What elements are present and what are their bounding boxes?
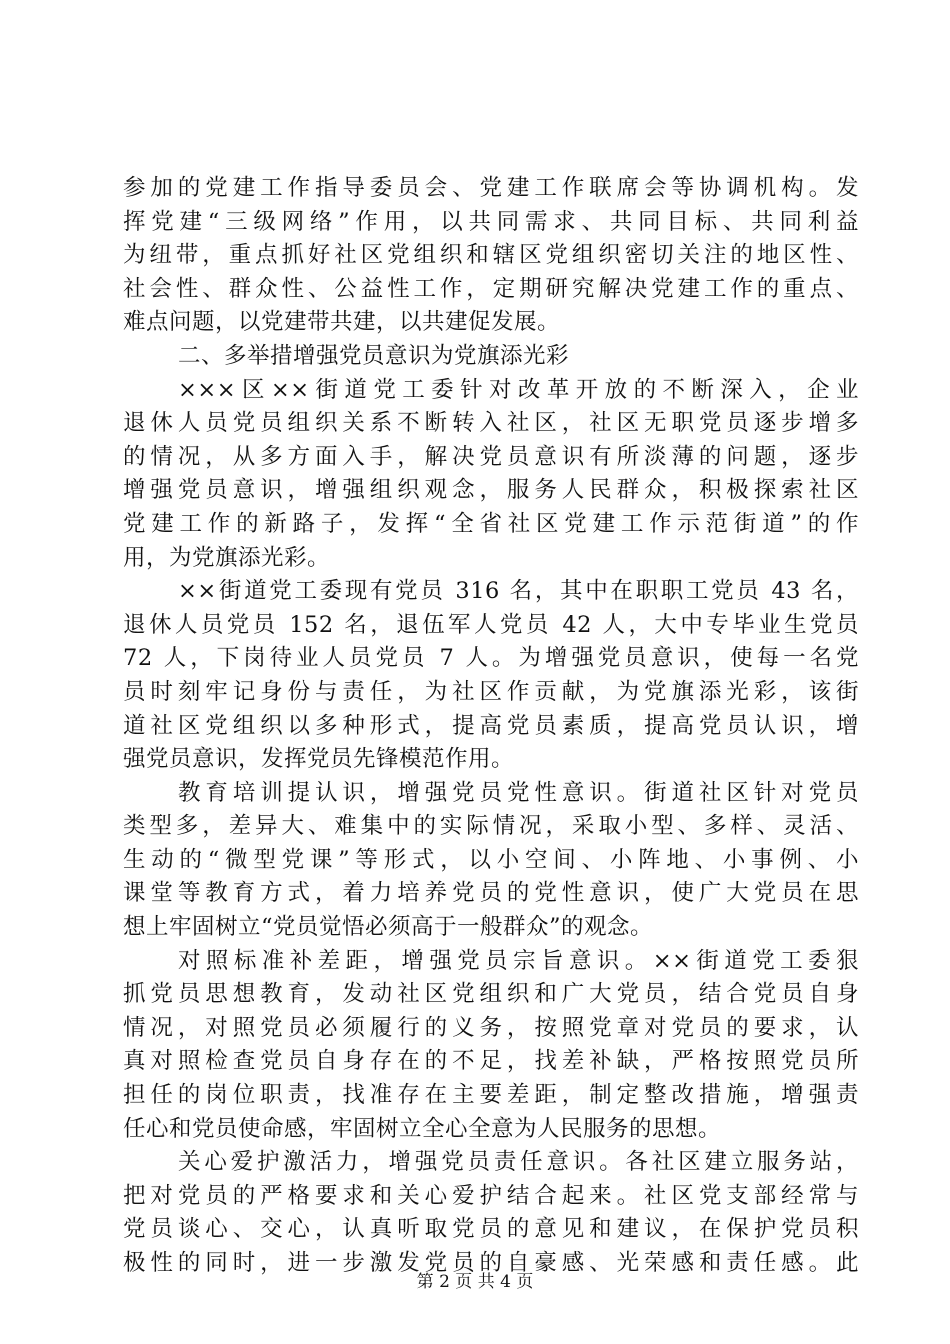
text-line: 退休人员党员组织关系不断转入社区，社区无职党员逐步增多 (123, 410, 859, 437)
text-line: 想上牢固树立“党员觉悟必须高于一般群众”的观念。 (123, 914, 654, 941)
text-line: 社会性、群众性、公益性工作，定期研究解决党建工作的重点、 (123, 275, 859, 302)
text-line: 道社区党组织以多种形式，提高党员素质，提高党员认识，增 (123, 712, 859, 739)
text-line: 类型多，差异大、难集中的实际情况，采取小型、多样、灵活、 (123, 813, 859, 840)
text-line: 教育培训提认识，增强党员党性意识。街道社区针对党员 (178, 779, 859, 806)
text-line: 任心和党员使命感，牢固树立全心全意为人民服务的思想。 (123, 1115, 722, 1142)
text-line: ××街道党工委现有党员 316 名，其中在职职工党员 43 名， (178, 578, 859, 605)
text-line: ×××区××街道党工委针对改革开放的不断深入，企业 (178, 376, 859, 403)
text-line: 课堂等教育方式，着力培养党员的党性意识，使广大党员在思 (123, 880, 859, 907)
page-number-label: 第 2 页 共 4 页 (416, 1272, 534, 1292)
text-line: 强党员意识，发挥党员先锋模范作用。 (123, 746, 515, 773)
text-line: 为纽带，重点抓好社区党组织和辖区党组织密切关注的地区性、 (123, 242, 859, 269)
text-line: 担任的岗位职责，找准存在主要差距，制定整改措施，增强责 (123, 1082, 859, 1109)
text-line: 的情况，从多方面入手，解决党员意识有所淡薄的问题，逐步 (123, 443, 859, 470)
text-line: 抓党员思想教育，发动社区党组织和广大党员，结合党员自身 (123, 981, 859, 1008)
text-line: 党员谈心、交心，认真听取党员的意见和建议，在保护党员积 (123, 1216, 859, 1243)
text-line: 对照标准补差距，增强党员宗旨意识。××街道党工委狠 (178, 947, 859, 974)
text-line: 退休人员党员 152 名，退伍军人党员 42 人，大中专毕业生党员 (123, 611, 859, 638)
text-line: 真对照检查党员自身存在的不足，找差补缺，严格按照党员所 (123, 1048, 859, 1075)
text-line: 极性的同时，进一步激发党员的自豪感、光荣感和责任感。此 (123, 1250, 859, 1276)
text-line: 二、多举措增强党员意识为党旗添光彩 (178, 342, 570, 369)
text-line: 难点问题，以党建带共建，以共建促发展。 (123, 309, 561, 336)
text-line: 党建工作的新路子，发挥“全省社区党建工作示范街道”的作 (123, 510, 859, 537)
page-footer (0, 1271, 950, 1293)
document-body (123, 172, 859, 1281)
text-line: 关心爱护激活力，增强党员责任意识。各社区建立服务站， (178, 1149, 859, 1176)
text-line: 参加的党建工作指导委员会、党建工作联席会等协调机构。发 (123, 175, 859, 201)
text-line: 生动的“微型党课”等形式，以小空间、小阵地、小事例、小 (123, 846, 859, 873)
text-line: 72 人，下岗待业人员党员 7 人。为增强党员意识，使每一名党 (123, 645, 859, 672)
text-line: 挥党建“三级网络”作用，以共同需求、共同目标、共同利益 (123, 208, 859, 235)
text-line: 用，为党旗添光彩。 (123, 544, 331, 571)
text-line: 增强党员意识，增强组织观念，服务人民群众，积极探索社区 (123, 477, 859, 504)
text-line: 把对党员的严格要求和关心爱护结合起来。社区党支部经常与 (123, 1182, 859, 1209)
text-line: 员时刻牢记身份与责任，为社区作贡献，为党旗添光彩，该街 (123, 678, 859, 705)
text-line: 情况，对照党员必须履行的义务，按照党章对党员的要求，认 (123, 1014, 859, 1041)
